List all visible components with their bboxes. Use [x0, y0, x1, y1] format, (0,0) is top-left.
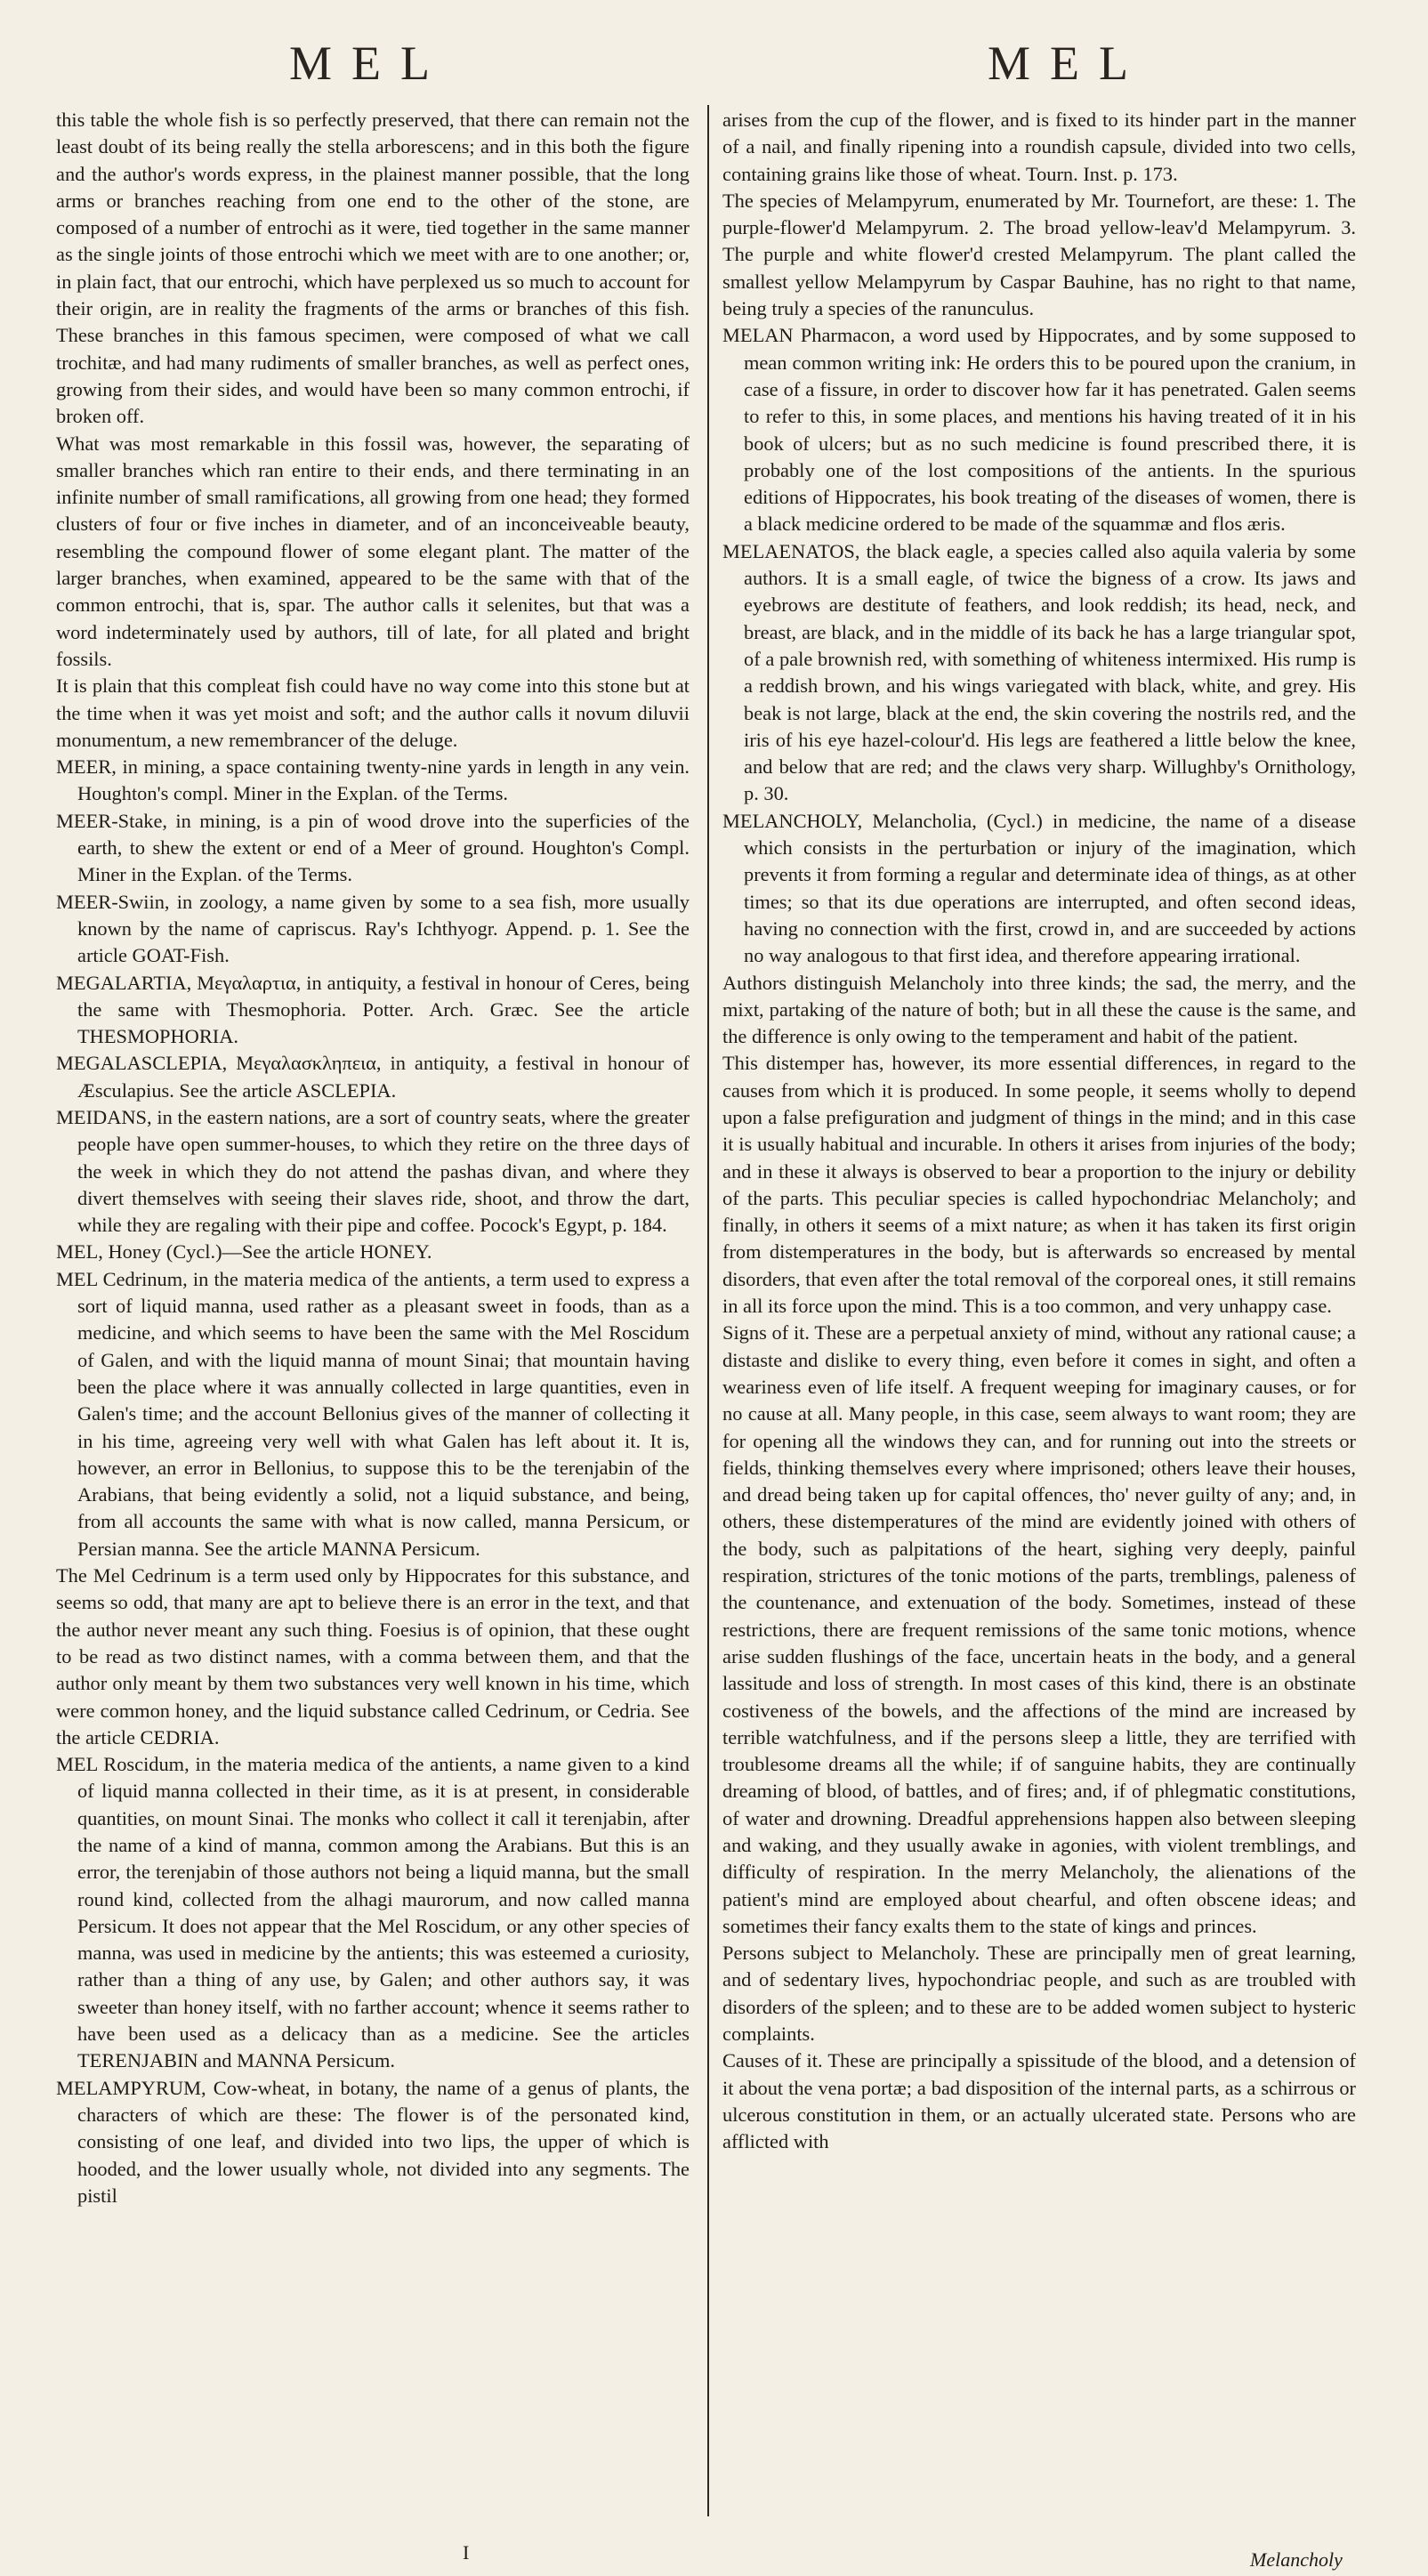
- paragraph-signs: Signs of it. These are a perpetual anxiety of mind, without any rational cause; a distaste and dislike to every thing, even before it comes in sight, and often a weariness even of life itself. A frequent weeping for imaginary causes, or for no cause at all. Many people, in this case, seem always to want room; they are for opening all the windows they can, and for running out into the streets or fields, thinking themselves every where imprisoned; others leave their houses, and dread being taken up for capital offences, tho' never guilty of any; and, in others, these distemperatures of the mind are evidently joined with others of the body, such as palpitations of the heart, sighing very deeply, painful respiration, strictures of the tonic motions of the parts, tremblings, paleness of the countenance, and extenuation of the body. Sometimes, instead of these restrictions, there are frequent remissions of the same tonic motions, whence arise sudden flushings of the face, uncertain heats in the body, and a general lassitude and loss of strength. In most cases of this kind, there is an obstinate costiveness of the bowels, and the affections of the mind are increased by terrible watchfulness, and if the persons sleep a little, they are terrified with troublesome dreams all the while; if of sanguine habits, they are continually dreaming of blood, of battles, and of fires; and, if of phlegmatic constitutions, of water and drowning. Dreadful apprehensions happen also between sleeping and waking, and they usually awake in agonies, with violent tremblings, and difficulty of respiration. In the merry Melancholy, the alienations of the patient's mind are employed about chearful, and often obscene ideas; and sometimes their fancy exalts them to the state of kings and princes.: [722, 1321, 1356, 1937]
- running-head-right: MEL: [988, 36, 1148, 90]
- entry-melancholy: MELANCHOLY, Melancholia, (Cycl.) in medicine, the name of a disease which consists in the perturbation or injury of the imagination, which prevents it from forming a regular and determinate idea of things, as at other times; so that its due operations are interrupted, and often second ideas, having no connection with the first, crowd in, and are succeeded by actions no way analogous to that first idea, and therefore appearing irrational.: [722, 809, 1356, 967]
- paragraph: It is plain that this compleat fish could have no way come into this stone but at the time when it was yet moist and soft; and the author calls it novum diluvii monumentum, a new remembrancer of the deluge.: [56, 674, 690, 751]
- left-column: [56, 107, 690, 2209]
- entry-melampyrum: MELAMPYRUM, Cow-wheat, in botany, the name of a genus of plants, the characters of which are these: The flower is of the personated kind, consisting of one leaf, and divided into two lips, the upper of which is hooded, and the lower usually whole, not divided into any segments. The pistil: [56, 2076, 690, 2207]
- paragraph: The species of Melampyrum, enumerated by Mr. Tournefort, are these: 1. The purple-flower'd Melampyrum. 2. The broad yellow-leav'd Melampyrum. 3. The purple and white flower'd crested Melampyrum. The plant called the smallest yellow Melampyrum by Caspar Bauhine, has no right to that name, being truly a species of the ranunculus.: [722, 189, 1356, 320]
- entry-mel-cedrinum: MEL Cedrinum, in the materia medica of the antients, a term used to express a sort of liquid manna, used rather as a pleasant sweet in foods, than as a medicine, and which seems to have been the same with the Mel Roscidum of Galen, and with the liquid manna of mount Sinai; that mountain having been the place where it was annually collected in large quantities, even in Galen's time; and the account Bellonius gives of the manner of collecting it in his time, agreeing very well with what Galen has left about it. It is, however, an error in Bellonius, to suppose this to be the terenjabin of the Arabians, that being evidently a solid, not a liquid substance, and being, from all accounts the same with what is now called, manna Persicum, or Persian manna. See the article MANNA Persicum.: [56, 1267, 690, 1560]
- entry-mel-roscidum: MEL Roscidum, in the materia medica of the antients, a name given to a kind of liquid manna collected in their time, as it is at present, in considerable quantities, on mount Sinai. The monks who collect it call it terenjabin, after the name of a kind of manna, common among the Arabians. But this is an error, the terenjabin of those authors not being a liquid manna, but the small round kind, collected from the alhagi maurorum, and now called manna Persicum. It does not appear that the Mel Roscidum, or any other species of manna, was used in medicine by the antients; this was esteemed a curiosity, rather than a thing of any use, by Galen; and other authors say, it was sweeter than honey itself, with no farther account; whence it seems rather to have been used as a delicacy than as a medicine. See the articles TERENJABIN and MANNA Persicum.: [56, 1753, 690, 2072]
- paragraph: What was most remarkable in this fossil was, however, the separating of smaller branches which ran entire to their ends, and there terminating in an infinite number of small ramifications, all growing from one head; they formed clusters of four or five inches in diameter, and of an inconceiveable beauty, resembling the compound flower of some elegant plant. The matter of the larger branches, when examined, appeared to be the same with that of the common entrochi, that is, spar. The author calls it selenites, but that was a word indeterminately used by authors, till of late, for all plated and bright fossils.: [56, 432, 690, 670]
- entry-melan: MELAN Pharmacon, a word used by Hippocrates, and by some supposed to mean common writing ink: He orders this to be poured upon the cranium, in case of a fissure, in order to discover how far it has penetrated. Galen seems to refer to this, in some places, and mentions his having treated of it in his book of ulcers; but as no such medicine is found prescribed there, it is probably one of the lost compositions of the antients. In the spurious editions of Hippocrates, his book treating of the diseases of women, there is a black medicine ordered to be made of the squammæ and flos æris.: [722, 324, 1356, 536]
- right-column: [722, 107, 1356, 2156]
- entry-mel: MEL, Honey (Cycl.)—See the article HONEY.: [56, 1240, 432, 1264]
- entry-meer-swiin: MEER-Swiin, in zoology, a name given by some to a sea fish, more usually known by the name of capriscus. Ray's Ichthyogr. Append. p. 1. See the article GOAT-Fish.: [56, 890, 690, 967]
- entry-meer-stake: MEER-Stake, in mining, is a pin of wood drove into the superficies of the earth, to shew the extent or end of a Meer of ground. Houghton's Compl. Miner in the Explan. of the Terms.: [56, 809, 690, 886]
- entry-meer: MEER, in mining, a space containing twenty-nine yards in length in any vein. Houghton's compl. Miner in the Explan. of the Terms.: [56, 755, 690, 805]
- column-divider: [707, 105, 709, 2516]
- running-head-left: MEL: [289, 36, 449, 90]
- paragraph: The Mel Cedrinum is a term used only by Hippocrates for this substance, and seems so odd, that many are apt to believe there is an error in the text, and that the author never meant any such thing. Foesius is of opinion, that these ought to be read as two distinct names, with a comma between them, and that the author only meant by them two substances very well known in his time, which were common honey, and the liquid substance called Cedrinum, or Cedria. See the article CEDRIA.: [56, 1564, 690, 1748]
- paragraph: this table the whole fish is so perfectly preserved, that there can remain not the least doubt of its being really the stella arborescens; and in this both the figure and the author's words express, in the plainest manner possible, that the long arms or branches reaching from one end to the other of the stone, are composed of a number of entrochi as it were, tied together in the same manner as the single joints of those entrochi which we meet with are to one another; or, in plain fact, that our entrochi, which have perplexed us so much to account for their origin, are in reality the fragments of the arms or branches of this fish. These branches in this famous specimen, were composed of what we call trochitæ, and had many rudiments of smaller branches, as well as perfect ones, growing from their sides, and would have been so many common entrochi, if broken off.: [56, 109, 690, 428]
- paragraph-causes: Causes of it. These are principally a spissitude of the blood, and a detension of it about the vena portæ; a bad disposition of the internal parts, as a schirrous or ulcerous constitution in them, or an actually ulcerated state. Persons who are afflicted with: [722, 2049, 1356, 2153]
- entry-megalasclepia: MEGALASCLEPIA, Μεγαλασκληπεια, in antiquity, a festival in honour of Æsculapius. See the article ASCLEPIA.: [56, 1052, 690, 1102]
- paragraph: arises from the cup of the flower, and is fixed to its hinder part in the manner of a nail, and finally ripening into a roundish capsule, divided into two cells, containing grains like those of wheat. Tourn. Inst. p. 173.: [722, 109, 1356, 185]
- entry-meidans: MEIDANS, in the eastern nations, are a sort of country seats, where the greater people have open summer-houses, to which they retire on the three days of the week in which they do not attend the pashas divan, and where they divert themselves with seeing their slaves ride, shoot, and throw the dart, while they are regaling with their pipe and coffee. Pocock's Egypt, p. 184.: [56, 1105, 690, 1237]
- paragraph: Authors distinguish Melancholy into three kinds; the sad, the merry, and the mixt, partaking of the nature of both; but in all these the cause is the same, and the difference is only owing to the temperament and habit of the patient.: [722, 971, 1356, 1048]
- paragraph: This distemper has, however, its more essential differences, in regard to the causes from which it is produced. In some people, it seems wholly to depend upon a false prefiguration and judgment of things in the mind; and in this case it is usually habitual and incurable. In others it arises from injuries of the body; and in these it always is observed to bear a proportion to the injury or debility of the parts. This peculiar species is called hypochondriac Melancholy; and finally, in others it seems of a mixt nature; as when it has taken its first origin from distemperatures in the body, but is afterwards so encreased by mental disorders, that even after the total removal of the corporeal ones, it still remains in all its force upon the mind. This is a too common, and very unhappy case.: [722, 1052, 1356, 1318]
- entry-megalartia: MEGALARTIA, Μεγαλαρτια, in antiquity, a festival in honour of Ceres, being the same with Thesmophoria. Potter. Arch. Græc. See the article THESMOPHORIA.: [56, 971, 690, 1048]
- catchword: Melancholy: [1250, 2548, 1343, 2571]
- entry-melaenatos: MELAENATOS, the black eagle, a species called also aquila valeria by some authors. It is a small eagle, of twice the bigness of a crow. Its jaws and eyebrows are destitute of feathers, and look reddish; its head, neck, and breast, are black, and in the middle of its back he has a large triangular spot, of a pale brownish red, with something of whiteness intermixed. His rump is a reddish brown, and his wings variegated with black, white, and grey. His beak is not large, black at the end, the skin covering the nostrils red, and the iris of his eye hazel-colour'd. His legs are feathered a little below the knee, and below that are red; and the claws very sharp. Willughby's Ornithology, p. 30.: [722, 539, 1356, 805]
- paragraph-persons-subject: Persons subject to Melancholy. These are principally men of great learning, and of sedentary lives, hypochondriac people, and such as are troubled with disorders of the spleen; and to these are to be added women subject to hysteric complaints.: [722, 1942, 1356, 2046]
- folio-number: I: [463, 2541, 470, 2564]
